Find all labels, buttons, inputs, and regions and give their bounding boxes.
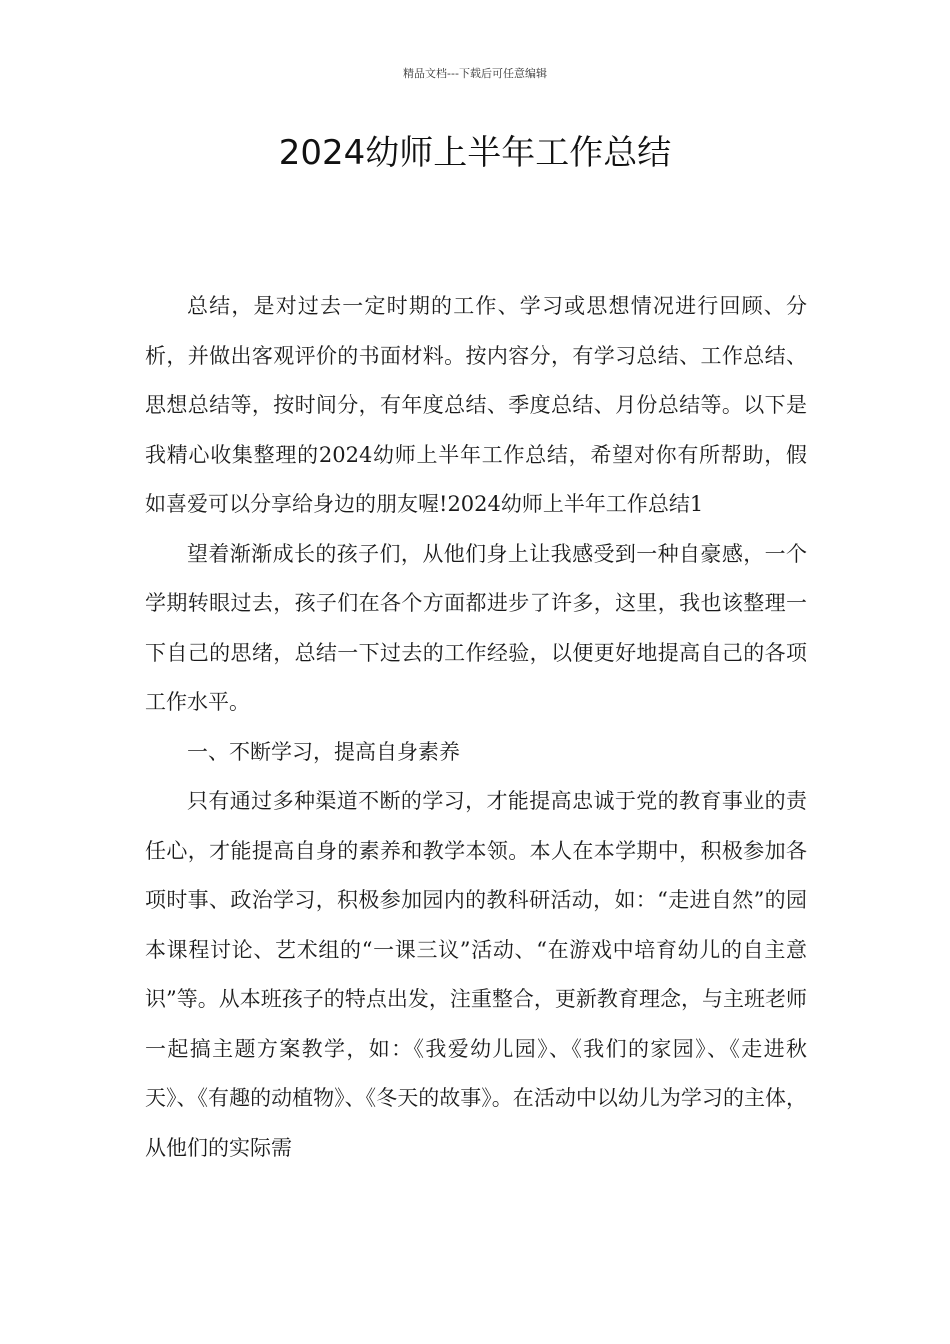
paragraph-intro: 总结，是对过去一定时期的工作、学习或思想情况进行回顾、分析，并做出客观评价的书面材料。按内容分，有学习总结、工作总结、思想总结等，按时间分，有年度总结、季度总结、月份总结等。以下是我精心收集整理的2024幼师上半年工作总结，希望对你有所帮助，假如喜爱可以分享给身边的朋友喔!2024幼师上半年工作总结1 bbox=[145, 294, 807, 516]
header-note: 精品文档---下载后可任意编辑 bbox=[403, 67, 547, 80]
document-body bbox=[145, 282, 807, 1173]
paragraph-reflection: 望着渐渐成长的孩子们，从他们身上让我感受到一种自豪感，一个学期转眼过去，孩子们在各个方面都进步了许多，这里，我也该整理一下自己的思绪，总结一下过去的工作经验，以便更好地提高自己的各项工作水平。 bbox=[145, 541, 807, 714]
document-title: 2024幼师上半年工作总结 bbox=[278, 133, 672, 173]
paragraph-learning: 只有通过多种渠道不断的学习，才能提高忠诚于党的教育事业的责任心，才能提高自身的素养和教学本领。本人在本学期中，积极参加各项时事、政治学习，积极参加园内的教科研活动，如：“走进自然”的园本课程讨论、艺术组的“一课三议”活动、“在游戏中培育幼儿的自主意识”等。从本班孩子的特点出发，注重整合，更新教育理念，与主班老师一起搞主题方案教学，如：《我爱幼儿园》、《我们的家园》、《走进秋天》、《有趣的动植物》、《冬天的故事》。在活动中以幼儿为学习的主体，从他们的实际需 bbox=[145, 789, 807, 1160]
section-heading-1: 一、不断学习，提高自身素养 bbox=[187, 739, 460, 764]
